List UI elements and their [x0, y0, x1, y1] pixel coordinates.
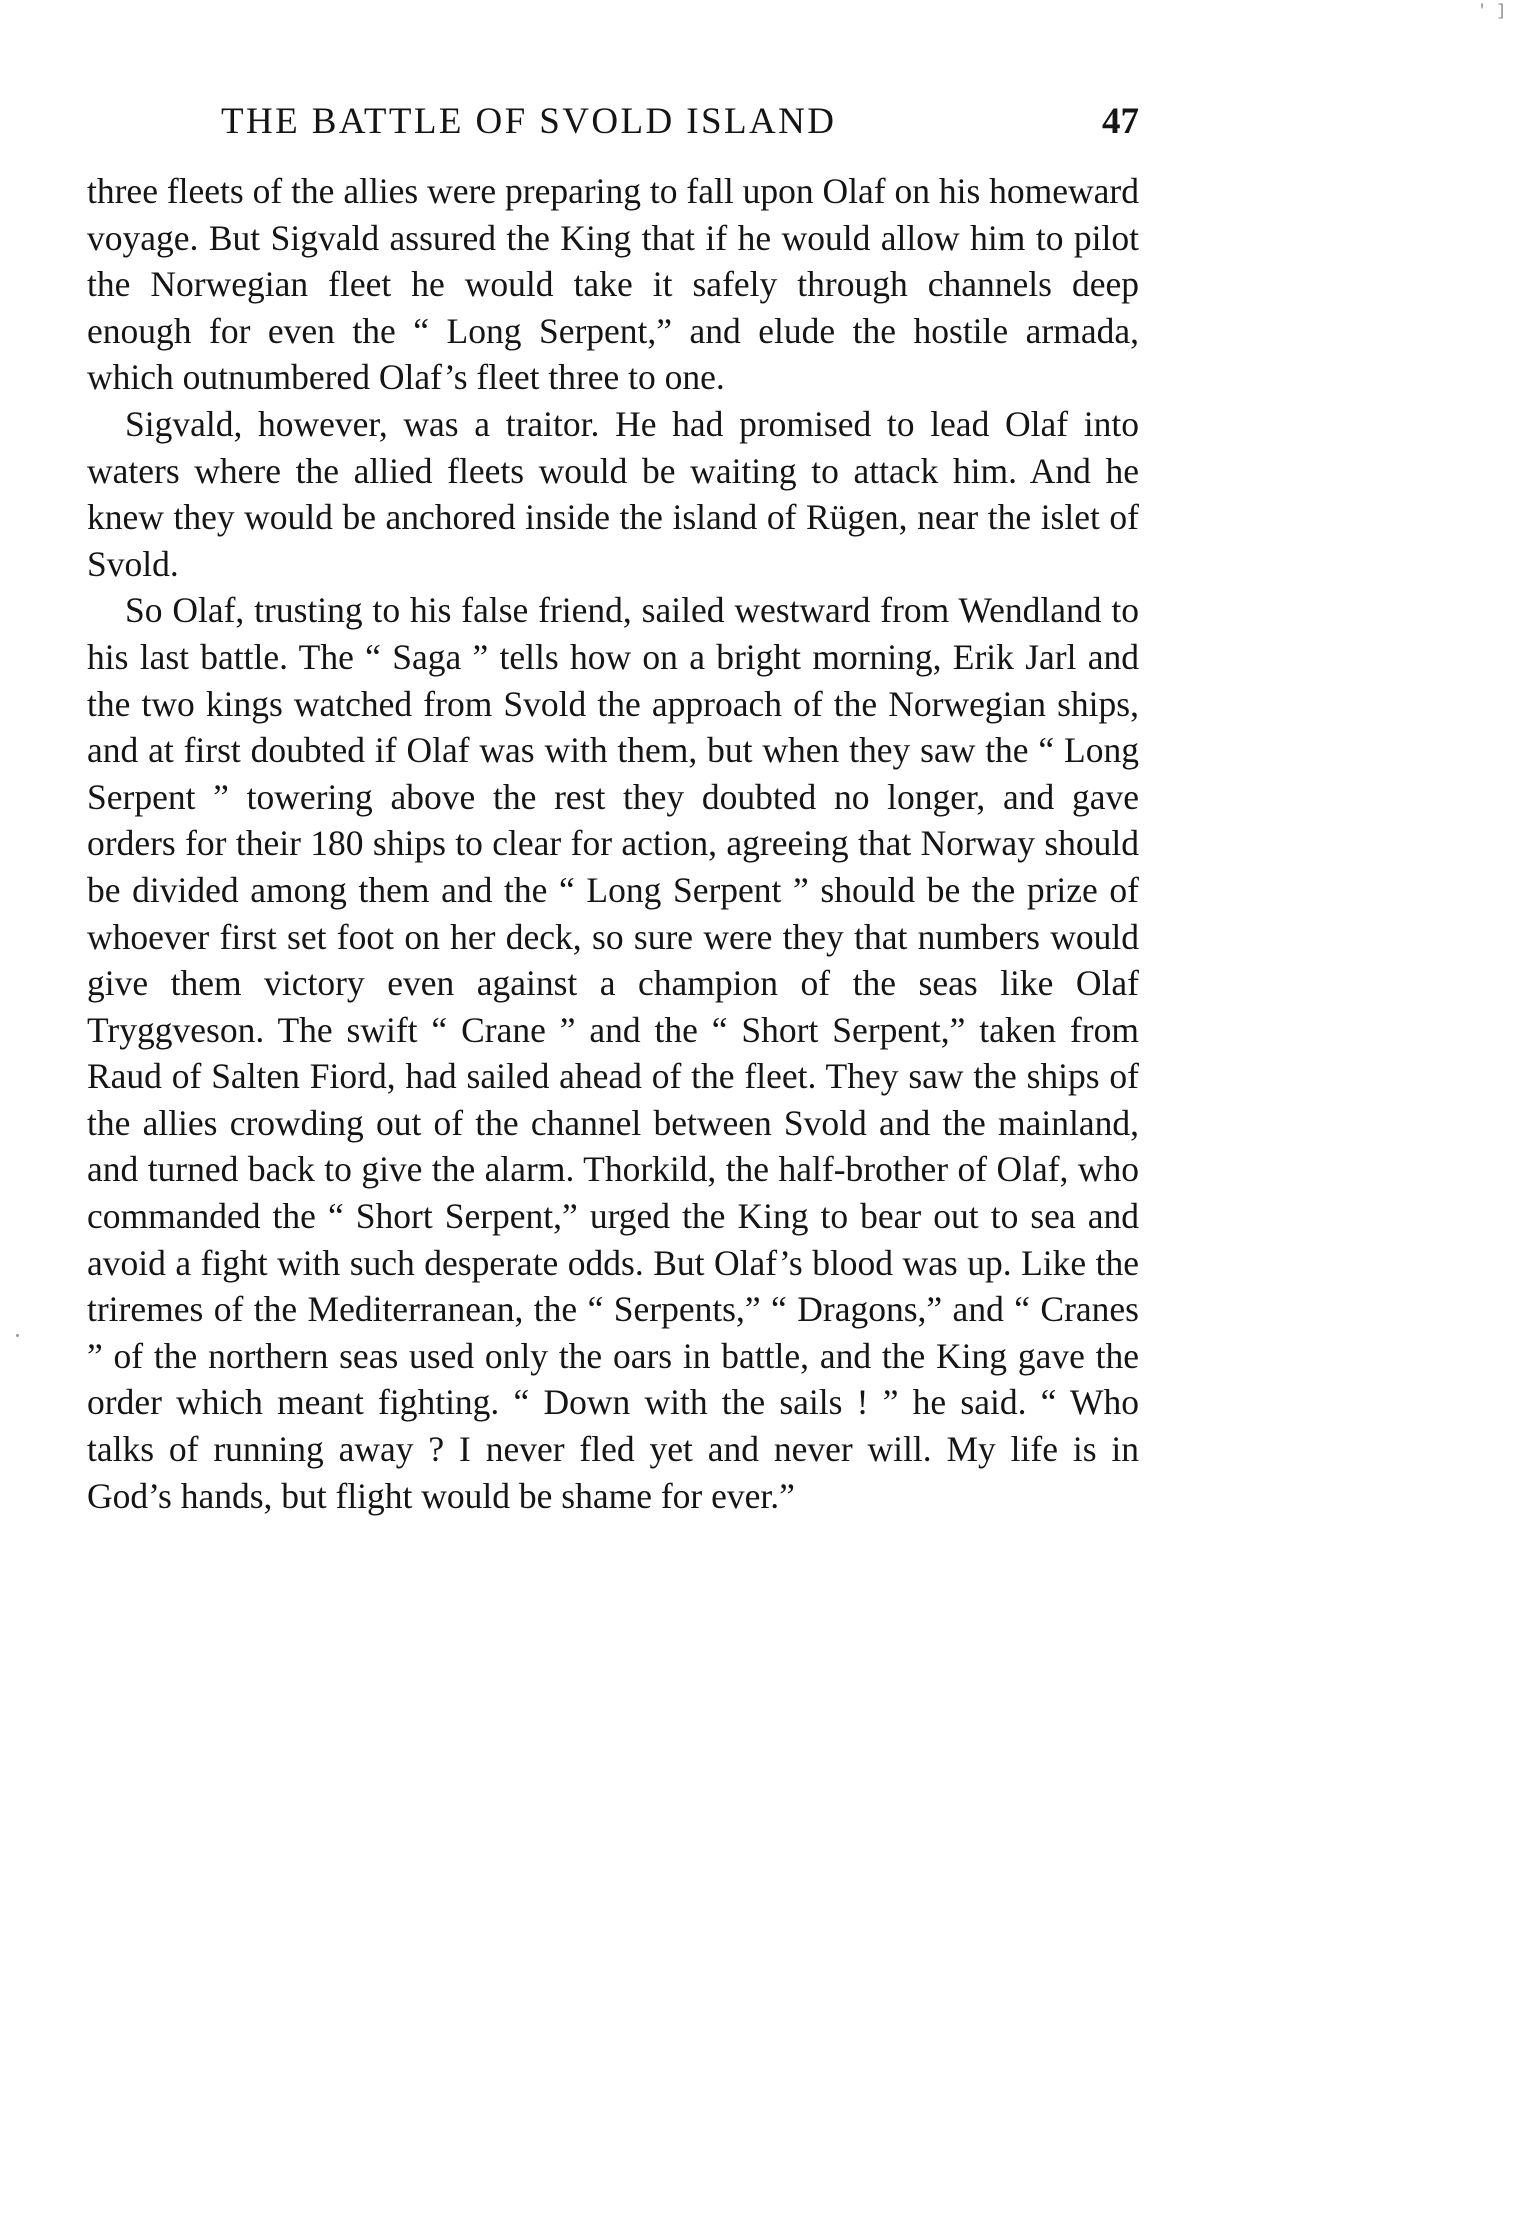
scan-speck [16, 1334, 19, 1337]
paragraph-continued: three fleets of the allies were preparing to fall upon Olaf on his homeward voyage. But Sigvald assured the King that if he would allow him to pilot the Norwegian fleet he would take it safely through channels deep enough for even the “ Long Serpent,” and elude the hostile armada, which outnumbered Olaf’s fleet three to one. [87, 171, 1139, 398]
running-head [87, 100, 1139, 150]
body-text [87, 168, 1139, 1519]
page-number: 47 [1102, 101, 1139, 142]
paragraph: Sigvald, however, was a traitor. He had promised to lead Olaf into waters where the allied fleets would be waiting to attack him. And he knew they would be anchored inside the island of Rügen, near the islet of Svold. [87, 403, 1139, 584]
scan-corner-mark: ' ] [1477, 2, 1506, 20]
paragraph: So Olaf, trusting to his false friend, sailed westward from Wendland to his last battle. The “ Saga ” tells how on a bright morning, Erik Jarl and the two kings watched from Svold the approach of the Norwegian ships, and at first doubted if Olaf was with them, but when they saw the “ Long Serpent ” towering above the rest they doubted no longer, and gave orders for their 180 ships to clear for action, agreeing that Norway should be divided among them and the “ Long Serpent ” should be the prize of whoever first set foot on her deck, so sure were they that numbers would give them victory even against a champion of the seas like Olaf Tryggveson. The swift “ Crane ” and the “ Short Serpent,” taken from Raud of Salten Fiord, had sailed ahead of the fleet. They saw the ships of the allies crowding out of the channel between Svold and the mainland, and turned back to give the alarm. Thorkild, the half-brother of Olaf, who commanded the “ Short Serpent,” urged the King to bear out to sea and avoid a fight with such desperate odds. But Olaf’s blood was up. Like the triremes of the Mediterranean, the “ Serpents,” “ Dragons,” and “ Cranes ” of the northern seas used only the oars in battle, and the King gave the order which meant fighting. “ Down with the sails ! ” he said. “ Who talks of running away ? I never fled yet and never will. My life is in God’s hands, but flight would be shame for ever.” [87, 590, 1139, 1516]
running-head-title: THE BATTLE OF SVOLD ISLAND [221, 101, 837, 142]
